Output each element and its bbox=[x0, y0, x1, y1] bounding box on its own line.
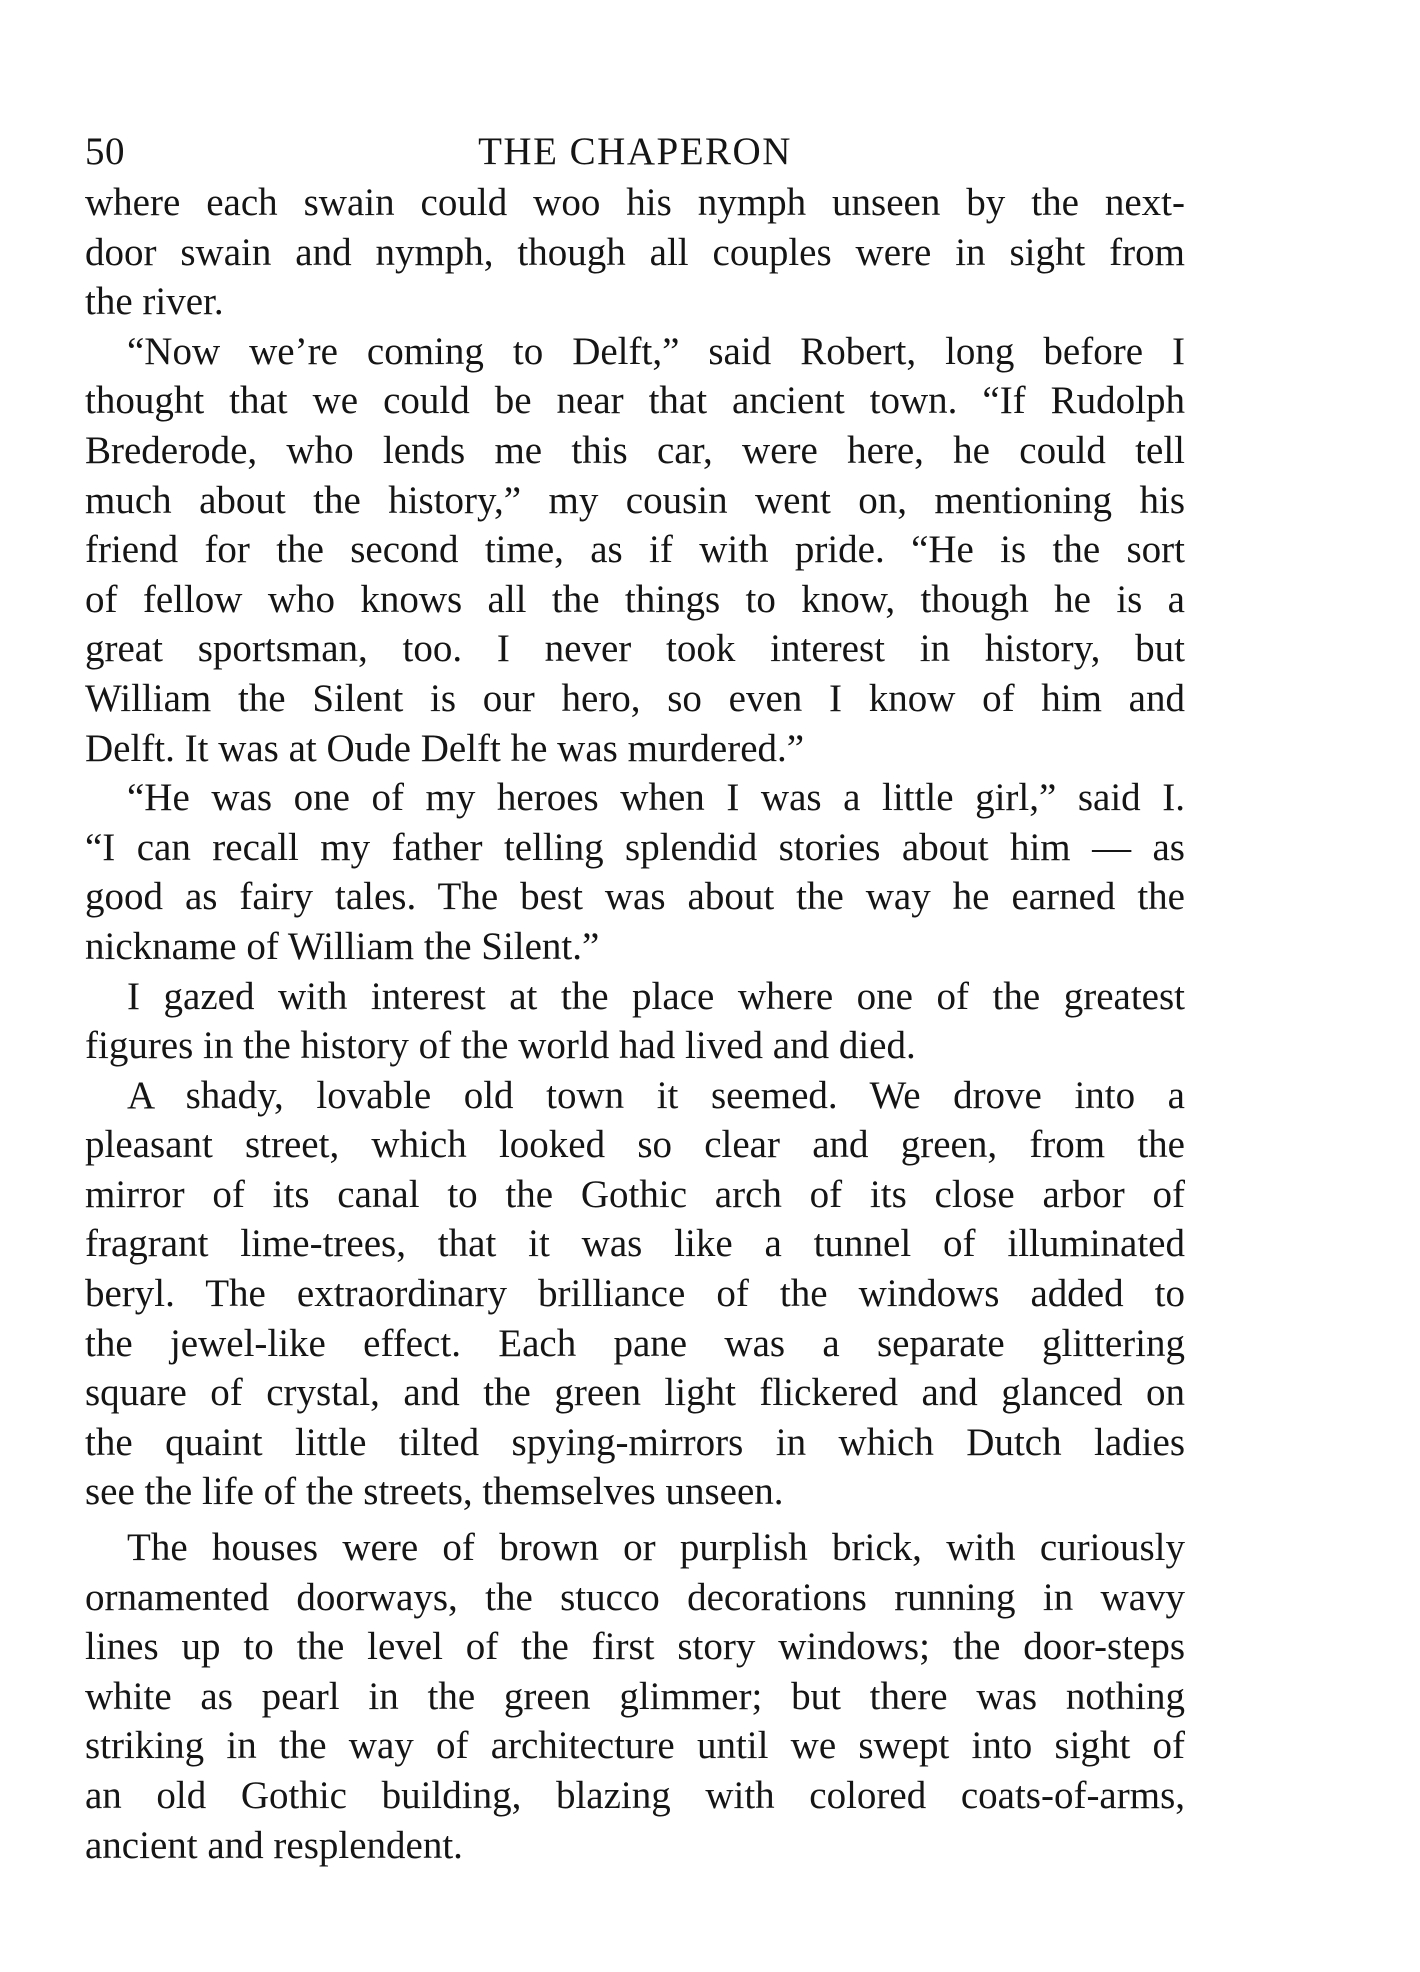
paragraph bbox=[85, 1523, 1185, 1870]
text-line: ornamented doorways, the stucco decorations running in wavy bbox=[85, 1575, 1185, 1619]
paragraph bbox=[85, 773, 1185, 971]
text-line: the quaint little tilted spying-mirrors in which Dutch ladies bbox=[85, 1420, 1185, 1464]
text-line: ancient and resplendent. bbox=[85, 1823, 463, 1867]
text-line: William the Silent is our hero, so even I know of him and bbox=[85, 676, 1185, 720]
text-line: “I can recall my father telling splendid stories about him — as bbox=[85, 825, 1185, 869]
text-line: good as fairy tales. The best was about the way he earned the bbox=[85, 875, 1185, 919]
text-line: I gazed with interest at the place where one of the greatest bbox=[127, 974, 1185, 1018]
text-line: the river. bbox=[85, 280, 224, 324]
text-line: figures in the history of the world had lived and died. bbox=[85, 1024, 916, 1068]
book-page bbox=[85, 126, 1185, 1870]
text-line: mirror of its canal to the Gothic arch of its close arbor of bbox=[85, 1172, 1185, 1216]
text-line: fragrant lime-trees, that it was like a tunnel of illuminated bbox=[85, 1222, 1185, 1266]
paragraph bbox=[85, 178, 1185, 327]
text-line: The houses were of brown or purplish brick, with curiously bbox=[127, 1526, 1185, 1570]
text-line: Brederode, who lends me this car, were here, he could tell bbox=[85, 428, 1185, 472]
text-line: “He was one of my heroes when I was a little girl,” said I. bbox=[127, 776, 1185, 820]
paragraph bbox=[85, 327, 1185, 773]
paragraph bbox=[85, 972, 1185, 1071]
text-line: of fellow who knows all the things to know, though he is a bbox=[85, 577, 1185, 621]
running-title: THE CHAPERON bbox=[478, 130, 792, 173]
text-line: square of crystal, and the green light flickered and glanced on bbox=[85, 1371, 1185, 1415]
text-line: “Now we’re coming to Delft,” said Robert, long before I bbox=[127, 329, 1185, 373]
paragraph bbox=[85, 1071, 1185, 1517]
text-line: door swain and nymph, though all couples were in sight from bbox=[85, 230, 1185, 274]
text-line: an old Gothic building, blazing with colored coats-of-arms, bbox=[85, 1774, 1185, 1817]
text-line: pleasant street, which looked so clear and green, from the bbox=[85, 1123, 1185, 1167]
text-line: see the life of the streets, themselves unseen. bbox=[85, 1470, 784, 1514]
text-line: great sportsman, too. I never took interest in history, but bbox=[85, 627, 1185, 671]
text-line: striking in the way of architecture until we swept into sight of bbox=[85, 1724, 1185, 1768]
text-line: lines up to the level of the first story windows; the door-steps bbox=[85, 1625, 1185, 1669]
running-head bbox=[85, 126, 1185, 178]
text-line: thought that we could be near that ancient town. “If Rudolph bbox=[85, 379, 1185, 423]
text-line: where each swain could woo his nymph unseen by the next- bbox=[85, 181, 1185, 224]
text-line: friend for the second time, as if with pride. “He is the sort bbox=[85, 528, 1185, 572]
text-line: the jewel-like effect. Each pane was a separate glittering bbox=[85, 1321, 1185, 1365]
text-line: white as pearl in the green glimmer; but there was nothing bbox=[85, 1674, 1185, 1718]
body-text bbox=[85, 178, 1185, 1870]
text-line: beryl. The extraordinary brilliance of the windows added to bbox=[85, 1272, 1185, 1316]
text-line: A shady, lovable old town it seemed. We drove into a bbox=[127, 1073, 1185, 1117]
text-line: Delft. It was at Oude Delft he was murdered.” bbox=[85, 726, 805, 770]
page-number: 50 bbox=[85, 130, 125, 173]
text-line: much about the history,” my cousin went on, mentioning his bbox=[85, 478, 1185, 522]
text-line: nickname of William the Silent.” bbox=[85, 924, 600, 968]
